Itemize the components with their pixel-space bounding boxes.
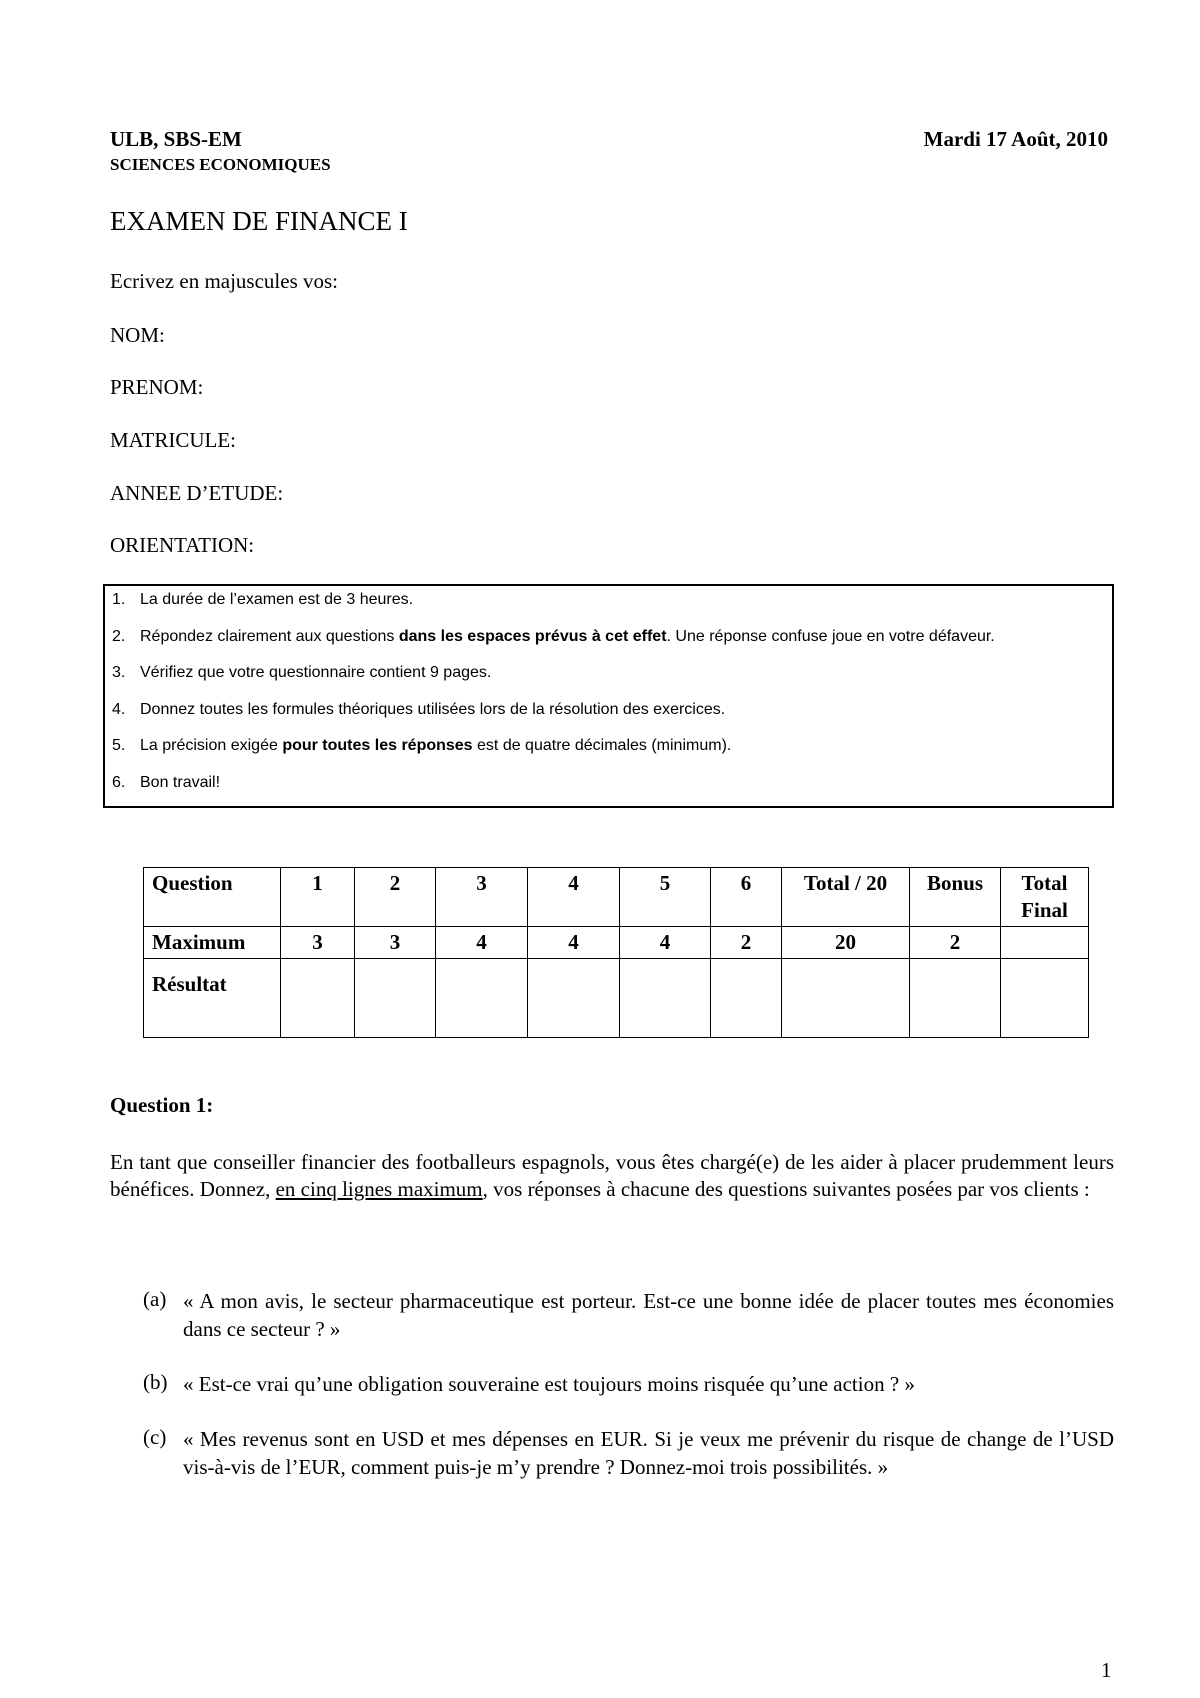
field-matricule: MATRICULE:	[110, 428, 236, 452]
instruction-item: 1. La durée de l’examen est de 3 heures.	[112, 591, 414, 608]
table-cell	[1001, 927, 1089, 959]
question-intro: En tant que conseiller financier des footballeurs espagnols, vous êtes chargé(e) de les aider à placer prudemment leurs bénéfices. Donnez, en cinq lignes maximum, vos réponses à chacune des questions suivantes posées par vos clients :	[110, 1150, 1114, 1201]
instruction-intro: Ecrivez en majuscules vos:	[110, 269, 339, 293]
question-item-b: « Est-ce vrai qu’une obligation souveraine est toujours moins risquée qu’une action ? »	[183, 1372, 915, 1396]
table-header-row	[144, 868, 1089, 927]
item-marker: (c)	[143, 1425, 167, 1449]
result-cell	[1001, 959, 1089, 1038]
exam-date: Mardi 17 Août, 2010	[923, 127, 1108, 151]
table-header-cell: Total Final	[1001, 868, 1089, 927]
page-title: EXAMEN DE FINANCE I	[110, 206, 408, 236]
result-cell	[782, 959, 910, 1038]
table-row-maximum	[144, 927, 1089, 959]
page-number: 1	[1101, 1658, 1112, 1682]
table-cell: 3	[281, 927, 355, 959]
table-cell: 2	[910, 927, 1001, 959]
result-cell	[281, 959, 355, 1038]
instruction-item: 3. Vérifiez que votre questionnaire contient 9 pages.	[112, 664, 492, 681]
result-cell	[355, 959, 436, 1038]
table-header-cell: 1	[281, 868, 355, 927]
question-item-c: « Mes revenus sont en USD et mes dépenses en EUR. Si je veux me prévenir du risque de change de l’USD vis-à-vis de l’EUR, comment puis-je m’y prendre ? Donnez-moi trois possibilités. »	[183, 1427, 1114, 1479]
result-cell	[436, 959, 528, 1038]
table-row-resultat	[144, 959, 1089, 1038]
instruction-item: 5. La précision exigée pour toutes les réponses est de quatre décimales (minimum).	[112, 737, 732, 754]
institution: ULB, SBS-EM	[110, 127, 242, 151]
item-marker: (b)	[143, 1370, 168, 1394]
item-marker: (a)	[143, 1287, 167, 1311]
grade-table	[143, 867, 1089, 1038]
field-prenom: PRENOM:	[110, 375, 204, 399]
table-cell: Résultat	[144, 959, 281, 1038]
field-nom: NOM:	[110, 323, 165, 347]
table-cell: 4	[436, 927, 528, 959]
instruction-item: 4. Donnez toutes les formules théoriques utilisées lors de la résolution des exercices.	[112, 701, 726, 718]
result-cell	[528, 959, 620, 1038]
field-orientation: ORIENTATION:	[110, 533, 255, 557]
table-cell: 4	[620, 927, 711, 959]
table-cell: 2	[711, 927, 782, 959]
instruction-item: 2. Répondez clairement aux questions dans les espaces prévus à cet effet. Une réponse confuse joue en votre défaveur.	[112, 628, 995, 645]
table-header-cell: 5	[620, 868, 711, 927]
instruction-item: 6. Bon travail!	[112, 774, 221, 791]
table-header-cell: Total / 20	[782, 868, 910, 927]
table-cell: 4	[528, 927, 620, 959]
table-cell: 3	[355, 927, 436, 959]
instructions-box	[103, 584, 1114, 808]
field-annee-etude: ANNEE D’ETUDE:	[110, 481, 284, 505]
faculty: SCIENCES ECONOMIQUES	[110, 155, 331, 174]
table-header-cell: Question	[144, 868, 281, 927]
result-cell	[910, 959, 1001, 1038]
table-cell: Maximum	[144, 927, 281, 959]
table-header-cell: 2	[355, 868, 436, 927]
table-header-cell: Bonus	[910, 868, 1001, 927]
table-cell: 20	[782, 927, 910, 959]
result-cell	[620, 959, 711, 1038]
table-header-cell: 3	[436, 868, 528, 927]
table-header-cell: 4	[528, 868, 620, 927]
result-cell	[711, 959, 782, 1038]
question-item-a: « A mon avis, le secteur pharmaceutique est porteur. Est-ce une bonne idée de placer toutes mes économies dans ce secteur ? »	[183, 1289, 1114, 1341]
table-header-cell: 6	[711, 868, 782, 927]
question-heading: Question 1:	[110, 1093, 214, 1117]
